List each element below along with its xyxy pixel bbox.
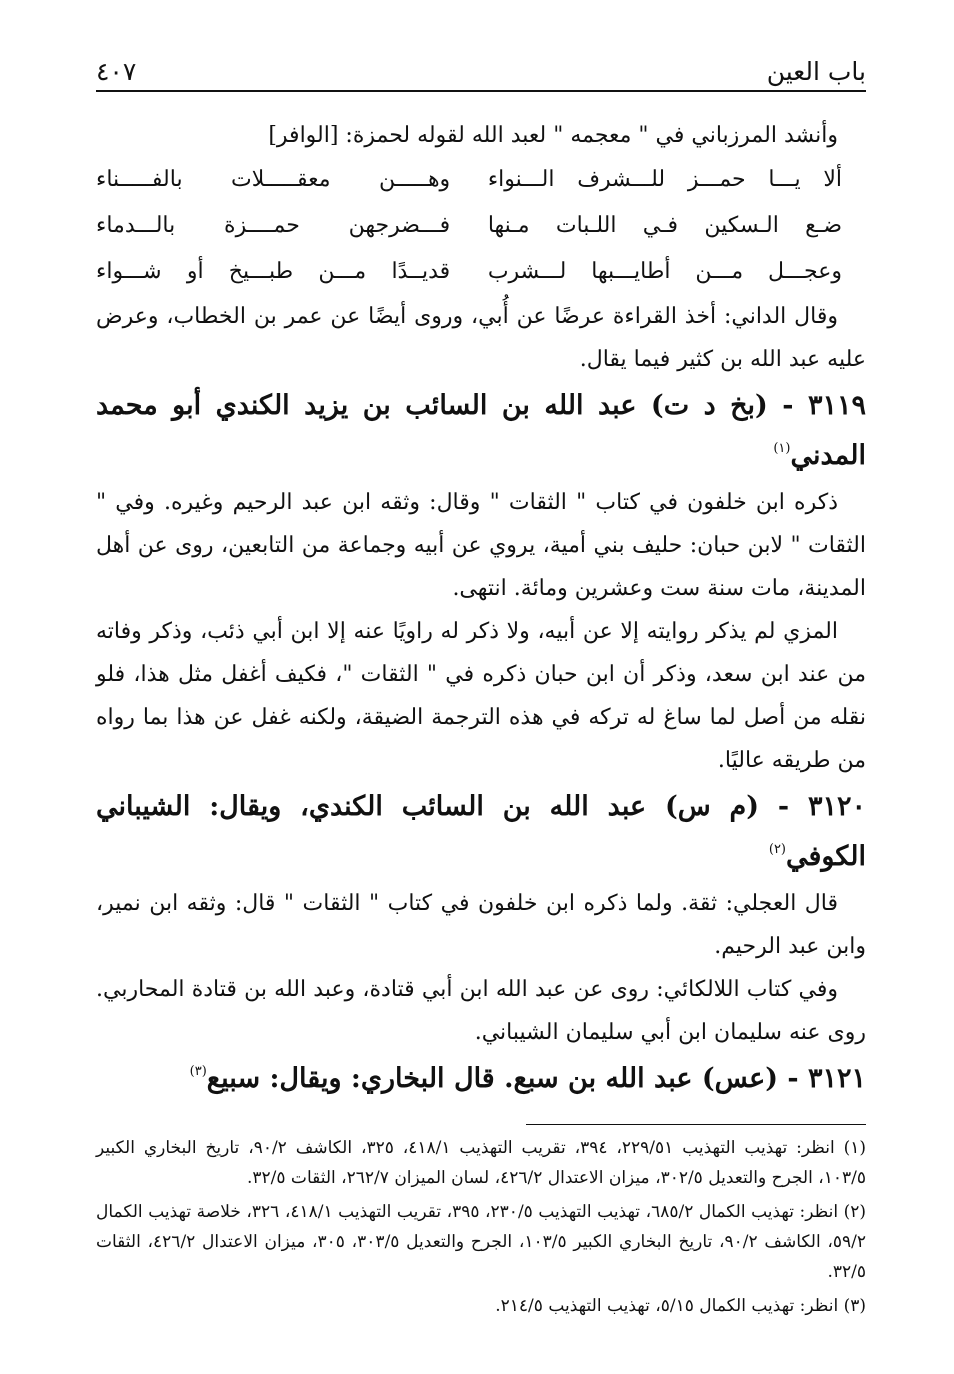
verse-line: [96, 157, 866, 203]
verse-first-hemistich: ألا يـــا حمـــز للـــشرف الـــنواء: [487, 167, 842, 192]
verse-second-hemistich: فـــضرجهن حمــــزة بالـــدماء: [96, 213, 451, 238]
poem-intro: وأنشد المرزباني في " معجمه " لعبد الله لقوله لحمزة: [الوافر]: [268, 123, 838, 148]
paragraph-dani: وقال الداني: أخذ القراءة عرضًا عن أُبي، وروى أيضًا عن عمر بن الخطاب، وعرض عليه عبد الله بن كثير فيما يقال.: [96, 304, 866, 372]
main-text: [96, 114, 866, 1104]
paragraph-3119-a: ذكره ابن خلفون في كتاب " الثقات " وقال: وثقه ابن عبد الرحيم وغيره. وفي " الثقات " لابن حبان: حليف بني أمية، يروي عن أبيه وجماعة من التابعين، روى عن أهل المدينة، مات سنة ست وعشرين ومائة. انتهى.: [96, 490, 866, 601]
verse-first-hemistich: ضـع الـسكين فـي اللـبات مـنها: [487, 213, 842, 238]
paragraph-3120-a: قال العجلي: ثقة. ولما ذكره ابن خلفون في كتاب " الثقات " قال: وثقه ابن نمير، وابن عبد الرحيم.: [96, 891, 866, 959]
entry-heading-3120: [96, 782, 866, 882]
footnote-2: (٢) انظر: تهذيب الكمال ٦٨٥/٢، تهذيب التهذيب ٢٣٠/٥، ٣٩٥، تقريب التهذيب ٤١٨/١، ٣٢٦، خلاصة تهذيب الكمال ٥٩/٢، الكاشف ٩٠/٢، تاريخ البخاري الكبير ١٠٣/٥، الجرح والتعديل ٣٠٣/٥، ٣٠٥، ميزان الاعتدال ٤٢٦/٢، الثقات ٣٢/٥.: [96, 1202, 867, 1282]
footnote-ref[interactable]: (٣): [189, 1064, 207, 1079]
poem: [96, 157, 866, 295]
book-page: [96, 48, 866, 1325]
page-header: [96, 48, 866, 92]
verse-first-hemistich: وعجـــل مـــن أطايـــبها لـــشرب: [487, 259, 842, 284]
footnote-1: (١) انظر: تهذيب التهذيب ٢٢٩/٥١، ٣٩٤، تقريب التهذيب ٤١٨/١، ٣٢٥، الكاشف ٩٠/٢، تاريخ البخاري الكبير ١٠٣/٥، الجرح والتعديل ٣٠٢/٥، ميزان الاعتدال ٤٢٦/٢، لسان الميزان ٢٦٢/٧، الثقات ٣٢/٥.: [96, 1138, 867, 1188]
footnote-divider: [526, 1124, 866, 1125]
footnotes: [96, 1124, 866, 1321]
footnote-ref[interactable]: (٢): [768, 842, 786, 857]
footnote-3: (٣) انظر: تهذيب الكمال ٥/١٥، تهذيب التهذيب ٢١٤/٥.: [495, 1296, 866, 1316]
verse-second-hemistich: قديــدًا مـــن طبـــيخ أو شـــواء: [96, 259, 451, 284]
entry-title-text: ٣١٢٠ - (م س) عبد الله بن السائب الكندي، ويقال: الشيباني الكوفي: [96, 791, 866, 872]
footnote-ref[interactable]: (١): [773, 441, 791, 456]
verse-line: [96, 249, 866, 295]
entry-heading-3119: [96, 381, 866, 481]
page-number: ٤٠٧: [96, 57, 137, 86]
paragraph-3119-b: المزي لم يذكر روايته إلا عن أبيه، ولا ذكر له راويًا عنه إلا ابن أبي ذئب، وذكر وفاته من عند ابن سعد، وذكر أن ابن حبان ذكره في " الثقات "، فكيف أغفل مثل هذا، فلو نقله من أصل لما ساغ له تركه في هذه الترجمة الضيقة، ولكنه غفل عن هذا بما رواه من طريقه عاليًا.: [96, 619, 866, 773]
paragraph-3120-b: وفي كتاب اللالكائي: روى عن عبد الله ابن أبي قتادة، وعبد الله بن قتادة المحاربي. روى عنه سليمان ابن أبي سليمان الشيباني.: [96, 977, 866, 1045]
verse-second-hemistich: وهـــــن معقـــــلات بالفـــــناء: [96, 167, 451, 192]
entry-title-text: ٣١٢١ - (عس) عبد الله بن سبع. قال البخاري: ويقال: سبيع: [206, 1063, 866, 1094]
verse-line: [96, 203, 866, 249]
entry-title-text: ٣١١٩ - (بخ د ت) عبد الله بن السائب بن يزيد الكندي أبو محمد المدني: [96, 390, 866, 471]
entry-heading-3121: [96, 1054, 866, 1104]
chapter-title: باب العين: [766, 57, 866, 86]
